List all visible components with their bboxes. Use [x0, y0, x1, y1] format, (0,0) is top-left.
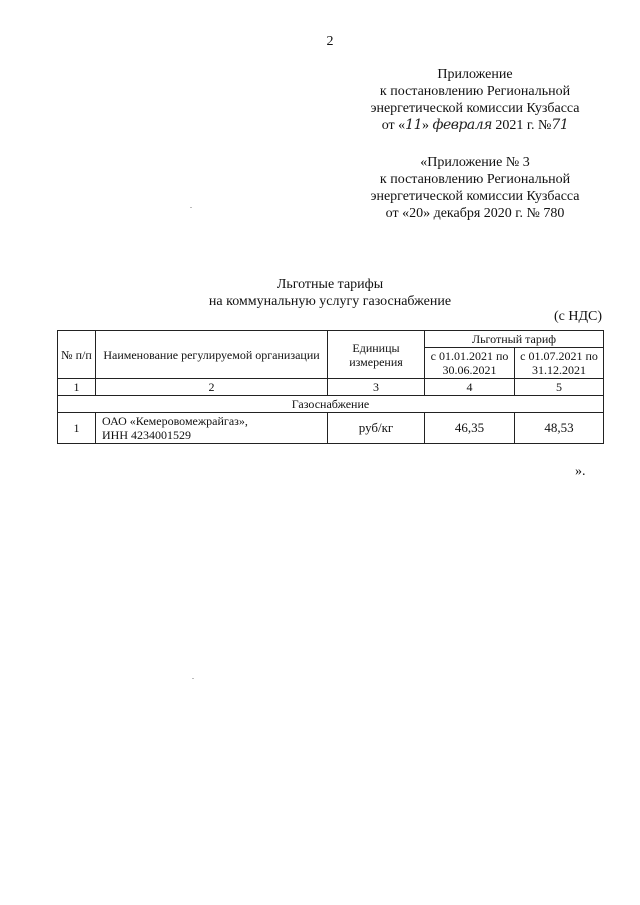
col-number: 3 — [328, 379, 425, 396]
column-number-row — [58, 379, 604, 396]
appendix-title: Приложение — [437, 67, 513, 82]
header-units: Единицы измерения — [328, 331, 425, 379]
col-number: 2 — [96, 379, 328, 396]
appendix-date-line — [330, 117, 620, 134]
ref-appendix-line: к постановлению Региональной — [379, 172, 571, 187]
org-inn: ИНН 4234001529 — [102, 428, 191, 442]
ref-appendix-line: энергетической комиссии Кузбасса — [370, 189, 580, 204]
date-prefix: от « — [381, 118, 406, 133]
row-tariff-2: 48,53 — [515, 413, 604, 444]
ref-appendix-title: «Приложение № 3 — [420, 155, 530, 170]
header-tariff: Льготный тариф — [425, 331, 604, 348]
page-number: 2 — [326, 34, 334, 49]
header-period-1: с 01.01.2021 по 30.06.2021 — [425, 348, 515, 379]
section-title: Газоснабжение — [58, 396, 604, 413]
table-row — [58, 413, 604, 444]
col-number: 4 — [425, 379, 515, 396]
handwritten-month: февраля — [432, 117, 492, 133]
document-title — [0, 276, 640, 310]
referenced-appendix — [330, 154, 620, 222]
row-tariff-1: 46,35 — [425, 413, 515, 444]
tariff-table — [57, 330, 604, 444]
scan-speck — [192, 678, 194, 679]
org-name: ОАО «Кемеровомежрайгаз», — [102, 414, 248, 428]
appendix-line: к постановлению Региональной — [379, 84, 571, 99]
row-org — [96, 413, 328, 444]
row-units: руб/кг — [328, 413, 425, 444]
section-row — [58, 396, 604, 413]
header-org: Наименование регулируемой организации — [96, 331, 328, 379]
header-period-2: с 01.07.2021 по 31.12.2021 — [515, 348, 604, 379]
appendix-line: энергетической комиссии Кузбасса — [370, 101, 580, 116]
title-line-2: на коммунальную услугу газоснабжение — [208, 294, 452, 309]
date-mid: » — [422, 118, 429, 133]
handwritten-day: 11 — [405, 117, 422, 133]
ref-appendix-date: от «20» декабря 2020 г. № 780 — [385, 206, 565, 221]
table-header-row — [58, 331, 604, 348]
col-number: 1 — [58, 379, 96, 396]
appendix-header — [330, 66, 620, 134]
scan-speck — [190, 207, 192, 208]
closing-quote: ». — [575, 464, 586, 479]
vat-note: (с НДС) — [553, 309, 602, 324]
title-line-1: Льготные тарифы — [276, 277, 384, 292]
handwritten-number: 71 — [551, 117, 569, 133]
col-number: 5 — [515, 379, 604, 396]
year-text: 2021 г. № — [495, 118, 552, 133]
header-num: № п/п — [58, 331, 96, 379]
row-num: 1 — [58, 413, 96, 444]
